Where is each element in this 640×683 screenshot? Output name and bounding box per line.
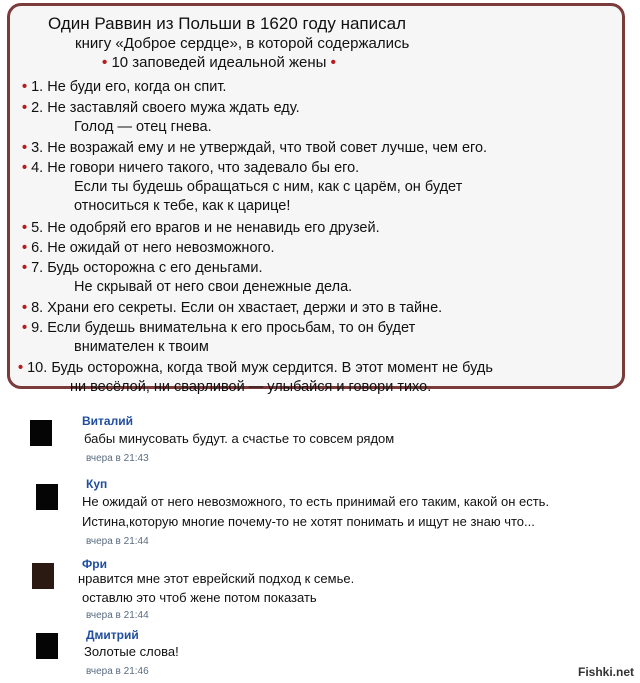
- avatar[interactable]: [36, 484, 58, 510]
- rule-item: [22, 78, 226, 97]
- rule-item: [22, 239, 275, 258]
- rule-text: Не заставляй своего мужа ждать еду.: [47, 100, 300, 116]
- rule-number: 10.: [27, 360, 48, 376]
- rule-item: [22, 259, 352, 297]
- comment-author[interactable]: Куп: [86, 477, 108, 491]
- bullet-icon: •: [22, 160, 28, 176]
- rule-item: [22, 99, 300, 137]
- rule-item: [22, 219, 380, 238]
- rule-number: 3.: [31, 140, 44, 156]
- bullet-icon: •: [22, 260, 28, 276]
- header-line-1: Один Раввин из Польши в 1620 году написал: [48, 14, 406, 33]
- rule-item: [18, 359, 493, 397]
- comment-author[interactable]: Фри: [82, 557, 107, 571]
- header-line-3-text: 10 заповедей идеальной жены: [111, 54, 327, 71]
- bullet-icon: •: [18, 360, 24, 376]
- bullet-icon: •: [22, 300, 28, 316]
- rule-item: [22, 319, 415, 357]
- bullet-icon: •: [22, 220, 28, 236]
- bullet-icon: •: [102, 54, 108, 71]
- header-line-3: [102, 53, 640, 73]
- comment-author[interactable]: Дмитрий: [86, 628, 139, 642]
- rule-continuation: ни весёлой, ни сварливой — улыбайся и говори тихо.: [70, 379, 432, 395]
- rule-continuation: внимателен к твоим: [74, 339, 209, 355]
- rule-continuation: относиться к тебе, как к царице!: [74, 198, 291, 214]
- rule-number: 8.: [31, 300, 44, 316]
- rule-text: Будь осторожна с его деньгами.: [47, 260, 263, 276]
- comment-text: оставлю это чтоб жене потом показать: [82, 590, 317, 605]
- bullet-icon: •: [22, 100, 28, 116]
- rule-number: 6.: [31, 240, 44, 256]
- bullet-icon: •: [22, 240, 28, 256]
- comment-text: Не ожидай от него невозможного, то есть принимай его таким, какой он есть.: [82, 494, 550, 509]
- comment-text: Истина,которую многие почему-то не хотят понимать и ищут не знаю что...: [82, 514, 535, 529]
- rule-number: 2.: [31, 100, 44, 116]
- rule-continuation: Если ты будешь обращаться с ним, как с царём, он будет: [74, 179, 463, 195]
- comment-time[interactable]: вчера в 21:46: [86, 666, 149, 677]
- rule-number: 1.: [31, 79, 44, 95]
- bullet-icon: •: [330, 54, 336, 71]
- watermark: Fishki.net: [577, 665, 634, 679]
- rule-number: 7.: [31, 260, 44, 276]
- rule-text: Не возражай ему и не утверждай, что твой совет лучше, чем его.: [47, 140, 488, 156]
- rule-item: [22, 159, 462, 216]
- comment-time[interactable]: вчера в 21:44: [86, 536, 149, 547]
- bullet-icon: •: [22, 79, 28, 95]
- avatar[interactable]: [36, 633, 58, 659]
- rule-text: Будь осторожна, когда твой муж сердится. В этот момент не будь: [51, 360, 493, 376]
- rule-text: Если будешь внимательна к его просьбам, то он будет: [47, 320, 416, 336]
- comment-text: бабы минусовать будут. а счастье то совсем рядом: [84, 431, 395, 446]
- comment-author[interactable]: Виталий: [82, 414, 133, 428]
- bullet-icon: •: [22, 320, 28, 336]
- rules-card: [7, 3, 625, 395]
- rule-text: Не говори ничего такого, что задевало бы его.: [47, 160, 360, 176]
- avatar[interactable]: [30, 420, 52, 446]
- comment-time[interactable]: вчера в 21:43: [86, 453, 149, 464]
- comment-text: Золотые слова!: [84, 644, 179, 659]
- rule-continuation: Не скрывай от него свои денежные дела.: [74, 279, 353, 295]
- avatar[interactable]: [32, 563, 54, 589]
- rule-number: 5.: [31, 220, 44, 236]
- comment-time[interactable]: вчера в 21:44: [86, 610, 149, 621]
- bullet-icon: •: [22, 140, 28, 156]
- rule-text: Храни его секреты. Если он хвастает, держи и это в тайне.: [47, 300, 443, 316]
- rule-continuation: Голод — отец гнева.: [74, 119, 212, 135]
- comment-text: нравится мне этот еврейский подход к семье.: [78, 571, 355, 586]
- rule-text: Не одобряй его врагов и не ненавидь его друзей.: [47, 220, 380, 236]
- rule-text: Не ожидай от него невозможного.: [47, 240, 275, 256]
- rule-text: Не буди его, когда он спит.: [47, 79, 227, 95]
- rule-item: [22, 299, 442, 318]
- header-line-2: книгу «Доброе сердце», в которой содержались: [75, 35, 410, 52]
- rule-number: 9.: [31, 320, 44, 336]
- rule-number: 4.: [31, 160, 44, 176]
- rule-item: [22, 139, 487, 158]
